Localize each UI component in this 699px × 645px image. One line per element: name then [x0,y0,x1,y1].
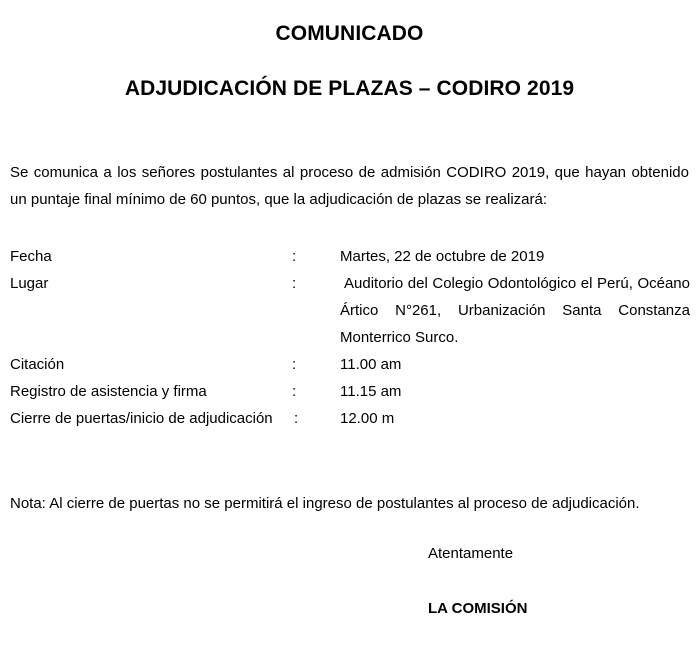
document-title: COMUNICADO [275,22,424,45]
detail-label: Lugar [10,275,49,292]
detail-value: 11.00 am [340,356,402,373]
detail-row-registro [10,378,690,405]
detail-value: 11.15 am [340,383,402,400]
closing-greeting: Atentamente [428,545,514,562]
detail-value: Auditorio del Colegio Odontológico el Perú, Océano Ártico N°261, Urbanización Santa Constanza Monterrico Surco. [340,275,690,346]
detail-label: Fecha [10,248,52,265]
detail-row-cierre [10,405,690,432]
closing-signature: LA COMISIÓN [428,600,528,617]
document-subtitle: ADJUDICACIÓN DE PLAZAS – CODIRO 2019 [124,77,575,100]
intro-paragraph: Se comunica a los señores postulantes al proceso de admisión CODIRO 2019, que hayan obtenido un puntaje final mínimo de 60 puntos, que la adjudicación de plazas se realizará: [10,164,689,208]
detail-row-lugar [10,270,690,351]
detail-separator: : [292,383,297,400]
detail-row-fecha [10,243,690,270]
detail-label: Cierre de puertas/inicio de adjudicación [10,410,273,427]
detail-label: Citación [10,356,65,373]
detail-separator: : [292,356,297,373]
details-list [10,243,690,432]
note-paragraph: Nota: Al cierre de puertas no se permitirá el ingreso de postulantes al proceso de adjudicación. [10,495,640,512]
detail-value: Martes, 22 de octubre de 2019 [340,248,545,265]
detail-value: 12.00 m [340,410,395,427]
detail-separator: : [294,410,299,427]
detail-separator: : [292,248,297,265]
detail-label: Registro de asistencia y firma [10,383,207,400]
detail-separator: : [292,275,297,292]
detail-row-citacion [10,351,690,378]
